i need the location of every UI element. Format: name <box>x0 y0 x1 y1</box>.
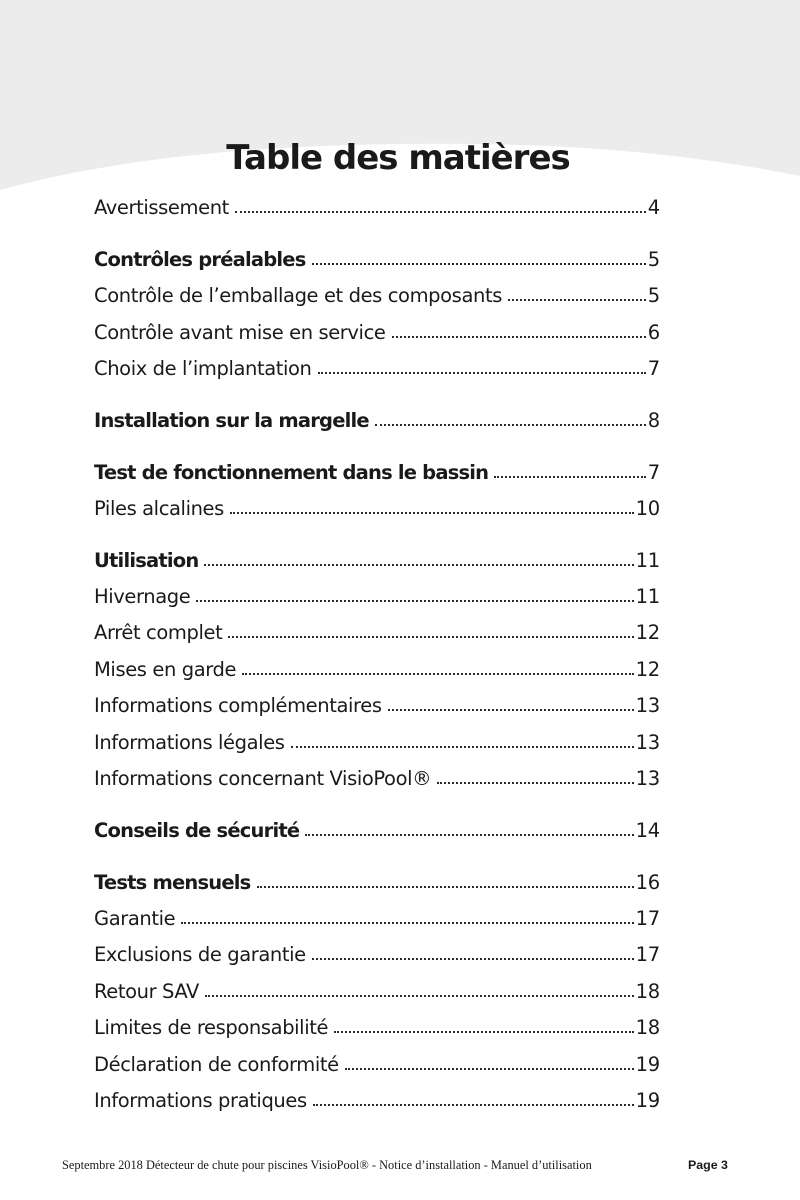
toc-entry-label: Arrêt complet <box>94 621 223 645</box>
toc-entry[interactable] <box>94 1083 660 1119</box>
toc-entry-label: Retour SAV <box>94 979 199 1003</box>
toc-dot-leader <box>494 476 646 478</box>
toc-entry-label: Hivernage <box>94 585 191 609</box>
toc-chapter-entry[interactable] <box>94 543 660 579</box>
toc-dot-leader <box>228 636 633 638</box>
toc-entry[interactable] <box>94 688 660 724</box>
toc-entry-label: Conseils de sécurité <box>94 818 300 842</box>
toc-dot-leader <box>312 958 634 960</box>
toc-entry-label: Informations concernant VisioPool® <box>94 767 432 791</box>
toc-entry-label: Avertissement <box>94 196 229 219</box>
toc-entry[interactable] <box>94 579 660 615</box>
toc-dot-leader <box>305 834 633 836</box>
toc-entry-page: 7 <box>647 460 660 484</box>
toc-entry-page: 10 <box>635 496 660 520</box>
toc-entry-label: Contrôles préalables <box>94 247 306 271</box>
toc-dot-leader <box>375 424 646 426</box>
toc-entry-label: Déclaration de conformité <box>94 1052 339 1076</box>
toc-dot-leader <box>392 336 646 338</box>
toc-entry-page: 11 <box>635 585 660 609</box>
toc-dot-leader <box>318 372 646 374</box>
toc-entry[interactable] <box>94 351 660 387</box>
toc-chapter-entry[interactable] <box>94 865 660 901</box>
toc-entry[interactable] <box>94 937 660 973</box>
toc-entry[interactable] <box>94 652 660 688</box>
toc-dot-leader <box>312 263 646 265</box>
toc-entry-page: 19 <box>635 1052 660 1076</box>
toc-dot-leader <box>230 512 634 514</box>
toc-entry[interactable] <box>94 190 660 226</box>
toc-entry-label: Tests mensuels <box>94 870 251 894</box>
toc-dot-leader <box>196 600 633 602</box>
toc-entry-label: Mises en garde <box>94 657 237 681</box>
toc-entry[interactable] <box>94 1010 660 1046</box>
toc-entry-page: 8 <box>647 408 660 432</box>
toc-entry-page: 5 <box>647 284 660 308</box>
toc-entry-page: 6 <box>647 320 660 344</box>
toc-dot-leader <box>235 211 646 213</box>
toc-dot-leader <box>334 1031 634 1033</box>
toc-entry-page: 5 <box>647 247 660 271</box>
toc-entry-page: 19 <box>635 1088 660 1112</box>
toc-entry-page: 7 <box>647 356 660 380</box>
toc-entry-page: 18 <box>635 979 660 1003</box>
toc-entry-page: 13 <box>635 694 660 718</box>
toc-entry-label: Informations complémentaires <box>94 694 382 718</box>
toc-entry-label: Garantie <box>94 906 176 930</box>
toc-entry-label: Piles alcalines <box>94 496 224 520</box>
toc-entry-label: Installation sur la margelle <box>94 408 369 432</box>
toc-entry-page: 4 <box>647 196 660 219</box>
toc-dot-leader <box>345 1068 634 1070</box>
toc-entry-label: Test de fonctionnement dans le bassin <box>94 460 489 484</box>
toc-dot-leader <box>313 1104 634 1106</box>
toc-dot-leader <box>257 886 634 888</box>
toc-entry[interactable] <box>94 901 660 937</box>
toc-entry-page: 12 <box>635 657 660 681</box>
toc-chapter-entry[interactable] <box>94 813 660 849</box>
toc-entry-label: Choix de l’implantation <box>94 356 312 380</box>
toc-entry[interactable] <box>94 974 660 1010</box>
toc-dot-leader <box>204 564 633 566</box>
toc-dot-leader <box>291 746 634 748</box>
toc-dot-leader <box>508 299 646 301</box>
toc-dot-leader <box>242 673 633 675</box>
toc-entry-page: 11 <box>635 548 660 572</box>
toc-entry-label: Exclusions de garantie <box>94 943 306 967</box>
toc-entry-page: 13 <box>635 730 660 754</box>
toc-dot-leader <box>437 782 633 784</box>
toc-entry-page: 12 <box>635 621 660 645</box>
page-title: Table des matières <box>226 138 570 178</box>
toc-entry[interactable] <box>94 491 660 527</box>
toc-dot-leader <box>388 709 634 711</box>
toc-entry-label: Limites de responsabilité <box>94 1016 329 1040</box>
toc-entry-page: 14 <box>635 818 660 842</box>
toc-chapter-entry[interactable] <box>94 242 660 278</box>
toc-entry-label: Contrôle de l’emballage et des composants <box>94 284 502 308</box>
toc-entry-label: Utilisation <box>94 548 199 572</box>
toc-entry-page: 16 <box>635 870 660 894</box>
toc-entry-page: 17 <box>635 943 660 967</box>
footer-page-number: Page 3 <box>688 1158 728 1172</box>
toc-entry-label: Contrôle avant mise en service <box>94 320 386 344</box>
toc-chapter-entry[interactable] <box>94 455 660 491</box>
toc-chapter-entry[interactable] <box>94 403 660 439</box>
toc-entry-page: 18 <box>635 1016 660 1040</box>
toc-entry[interactable] <box>94 725 660 761</box>
toc-dot-leader <box>205 995 634 997</box>
toc-entry-label: Informations légales <box>94 730 285 754</box>
toc-entry[interactable] <box>94 761 660 797</box>
toc-entry[interactable] <box>94 278 660 314</box>
footer-text: Septembre 2018 Détecteur de chute pour piscines VisioPool® - Notice d’installation - Manuel d’utilisation <box>62 1158 592 1172</box>
toc-dot-leader <box>181 922 633 924</box>
toc-entry[interactable] <box>94 1047 660 1083</box>
toc-entry-page: 17 <box>635 906 660 930</box>
toc-entry[interactable] <box>94 315 660 351</box>
table-of-contents <box>94 190 660 1119</box>
toc-entry-label: Informations pratiques <box>94 1088 307 1112</box>
toc-entry[interactable] <box>94 615 660 651</box>
toc-entry-page: 13 <box>635 767 660 791</box>
